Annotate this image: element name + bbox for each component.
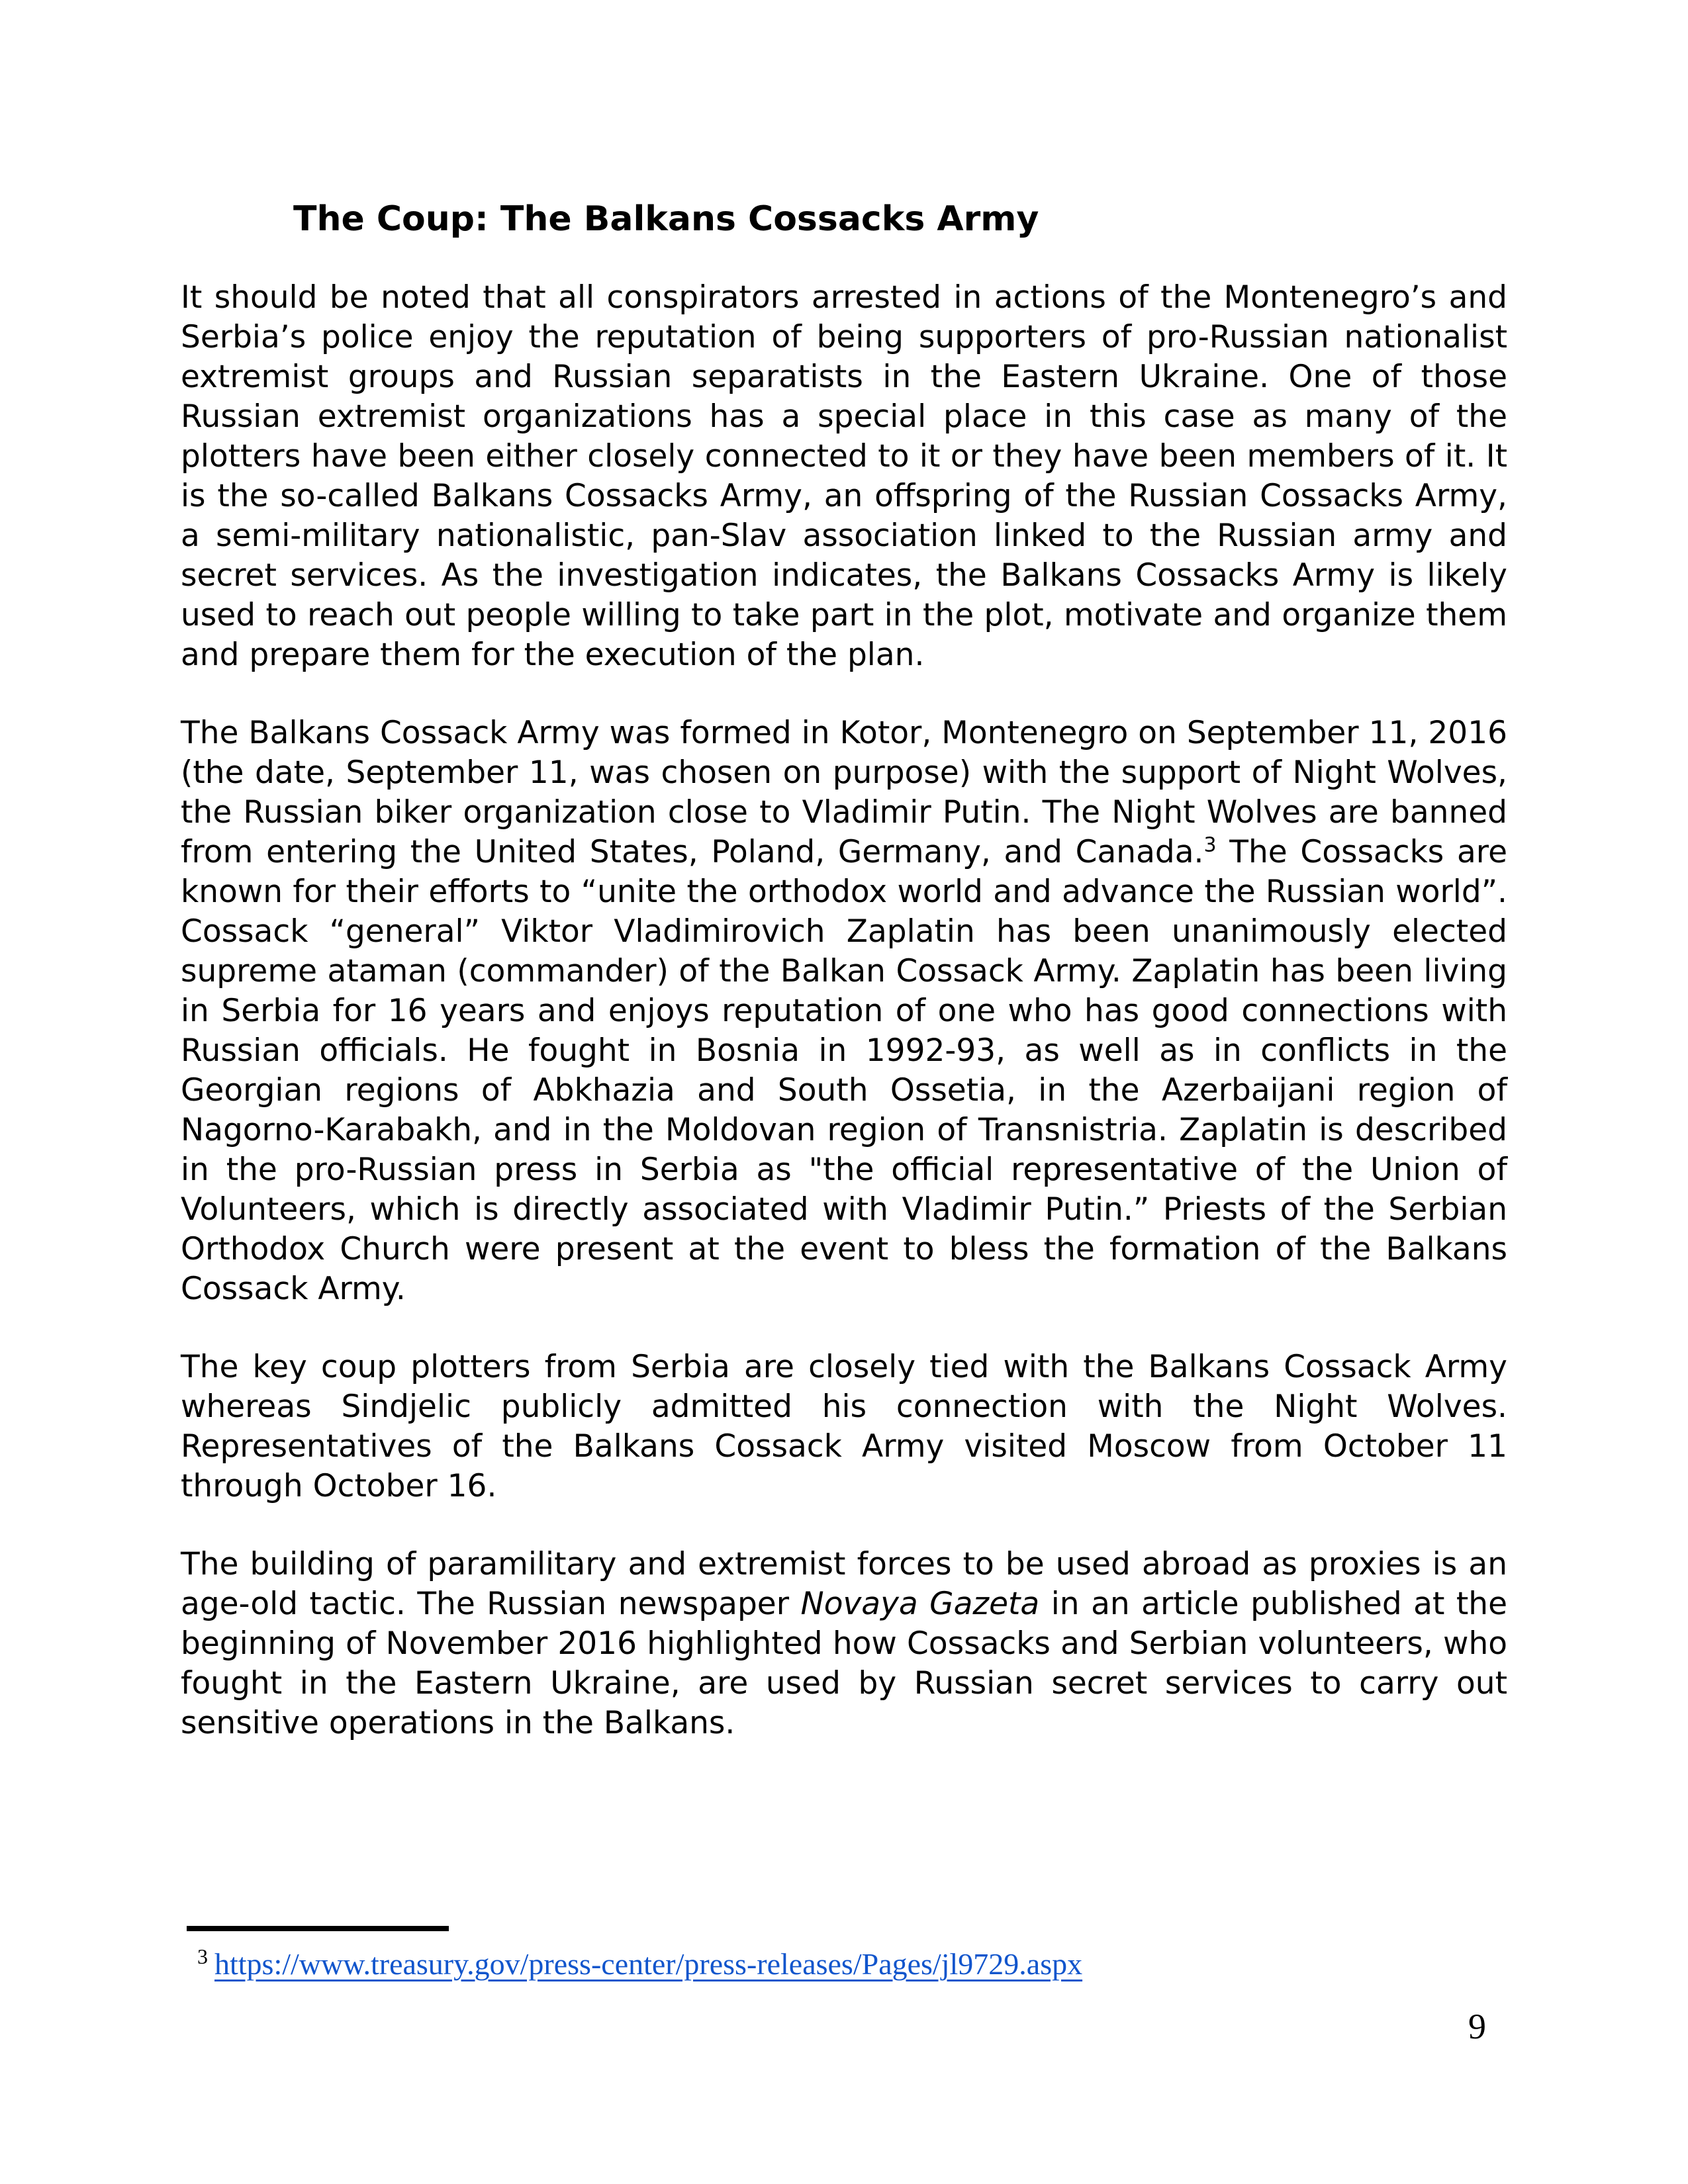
footnote-separator-line	[187, 1926, 449, 1931]
newspaper-name-italic: Novaya Gazeta	[800, 1586, 1040, 1622]
page-title: The Coup: The Balkans Cossacks Army	[293, 199, 1039, 239]
footnote-ref-3: 3	[1203, 833, 1217, 857]
footnote	[197, 1946, 1507, 1983]
page-content	[181, 0, 1507, 1743]
paragraph-2-text-after-ref: The Cossacks are known for their efforts to “unite the orthodox world and advance the Russian world”. Cossack “general” Viktor Vladimirovich Zaplatin has been unanimously elected supreme ataman (commander) of the Balkan Cossack Army. Zaplatin has been living in Serbia for 16 years and enjoys reputation of one who has good connections with Russian officials. He fought in Bosnia in 1992-93, as well as in conflicts in the Georgian regions of Abkhazia and South Ossetia, in the Azerbaijani region of Nagorno-Karabakh, and in the Moldovan region of Transnistria. Zaplatin is described in the pro-Russian press in Serbia as "the official representative of the Union of Volunteers, which is directly associated with Vladimir Putin.” Priests of the Serbian Orthodox Church were present at the event to bless the formation of the Balkans Cossack Army.	[181, 834, 1507, 1307]
paragraph-3-text: The key coup plotters from Serbia are closely tied with the Balkans Cossack Army whereas Sindjelic publicly admitted his connection with the Night Wolves. Representatives of the Balkans Cossack Army visited Moscow from October 11 through October 16.	[181, 1349, 1507, 1504]
paragraph-2	[181, 713, 1507, 1309]
footnote-marker: 3	[197, 1944, 208, 1968]
footnote-area	[181, 1926, 1507, 1983]
paragraph-1-text: It should be noted that all conspirators arrested in actions of the Montenegro’s and Serbia’s police enjoy the reputation of being supporters of pro-Russian nationalist extremist groups and Russian separatists in the Eastern Ukraine. One of those Russian extremist organizations has a special place in this case as many of the plotters have been either closely connected to it or they have been members of it. It is the so-called Balkans Cossacks Army, an offspring of the Russian Cossacks Army, a semi-military nationalistic, pan-Slav association linked to the Russian army and secret services. As the investigation indicates, the Balkans Cossacks Army is likely used to reach out people willing to take part in the plot, motivate and organize them and prepare them for the execution of the plan.	[181, 279, 1507, 673]
page-number: 9	[1468, 2007, 1486, 2046]
footnote-url-link[interactable]: https://www.treasury.gov/press-center/press-releases/Pages/jl9729.aspx	[214, 1947, 1083, 1981]
paragraph-4-text-before-italic: The building of paramilitary and extremist forces to be used abroad as proxies is an age-old tactic. The Russian newspaper	[181, 1546, 1507, 1622]
paragraph-4	[181, 1545, 1507, 1743]
paragraph-2-text-before-ref: The Balkans Cossack Army was formed in Kotor, Montenegro on September 11, 2016 (the date, September 11, was chosen on purpose) with the support of Night Wolves, the Russian biker organization close to Vladimir Putin. The Night Wolves are banned from entering the United States, Poland, Germany, and Canada.	[181, 715, 1507, 870]
paragraph-4-text-after-italic: in an article published at the beginning of November 2016 highlighted how Cossacks and Serbian volunteers, who fought in the Eastern Ukraine, are used by Russian secret services to carry out sensitive operations in the Balkans.	[181, 1586, 1508, 1741]
paragraph-1	[181, 278, 1507, 675]
paragraph-3	[181, 1347, 1507, 1506]
